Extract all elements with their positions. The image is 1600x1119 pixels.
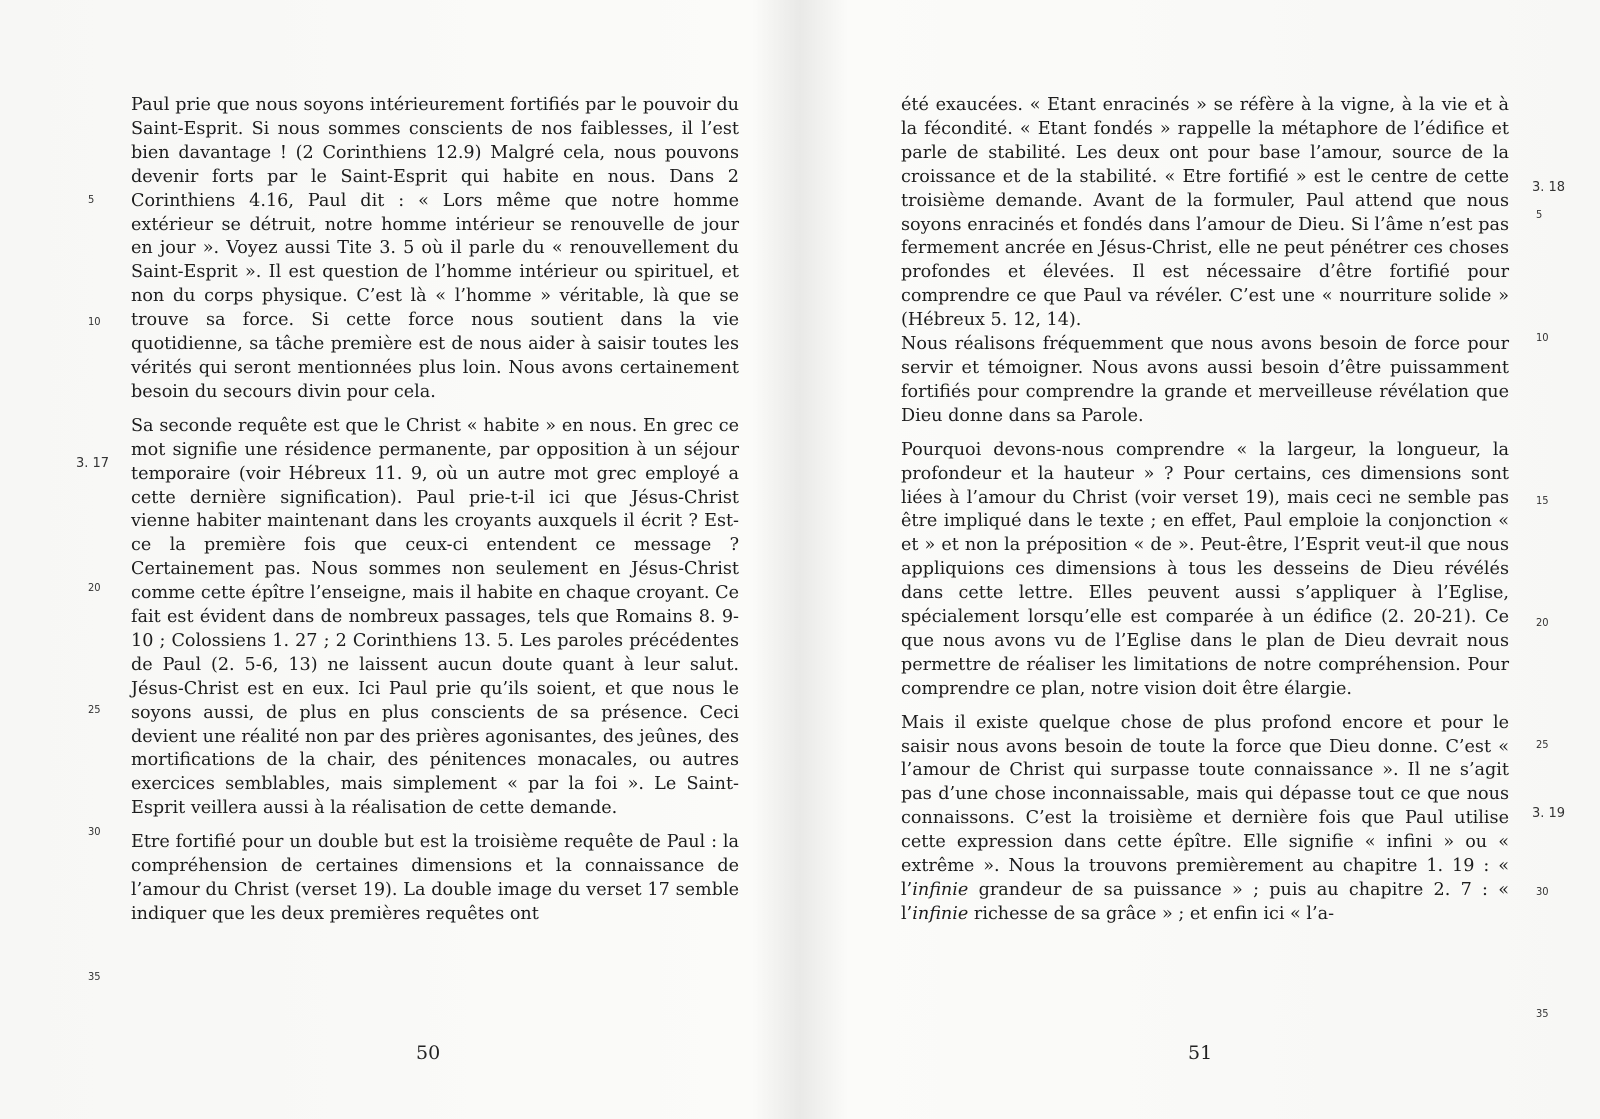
line-number: 25 (1536, 738, 1549, 751)
paragraph: Etre fortifié pour un double but est la troisième requête de Paul : la compréhension de certaines dimensions et la connaissance de l’amour du Christ (verset 19). La double image du verset 17 semble indiquer que les deux premières requêtes ont (131, 832, 739, 924)
page-number: 51 (1188, 1042, 1213, 1064)
paragraph: été exaucées. « Etant enracinés » se réfère à la vigne, à la vie et à la fécondité. « Etant fondés » rappelle la métaphore de l’édifice et parle de stabilité. Les deux ont pour base l’amour, source de la croissance et de la stabilité. « Etre fortifié » est le centre de cette troisième demande. Avant de la formuler, Paul attend que nous soyons enracinés et fondés dans l’amour de Dieu. Si l’âme n’est pas fermement ancrée en Jésus-Christ, elle ne peut pénétrer ces choses profondes et élevées. Il est nécessaire d’être fortifié pour comprendre ce que Paul va révéler. C’est une « nourriture solide » (Hébreux 5. 12, 14). (901, 95, 1509, 331)
text-run: grandeur de sa puissance » ; puis au chapitre 2. 7 : « l’ (901, 880, 1509, 924)
line-number: 35 (88, 970, 101, 983)
left-page-text (131, 94, 739, 927)
line-number: 30 (1536, 885, 1549, 898)
text-run: Mais il existe quelque chose de plus profond encore et pour le saisir nous avons besoin de toute la force que Dieu donne. C’est « l’amour de Christ qui surpasse toute connaissance ». Il ne s’agit pas d’une chose inconnaissable, mais qui dépasse tout ce que nous connaissons. C’est la troisième et dernière fois que Paul utilise cette expression dans cette épître. Elle signifie « infini » ou « extrême ». Nous la trouvons premièrement au chapitre 1. 19 : « l’ (901, 712, 1509, 900)
line-number: 20 (88, 581, 101, 594)
line-number: 10 (1536, 331, 1549, 344)
paragraph: Sa seconde requête est que le Christ « habite » en nous. En grec ce mot signifie une résidence permanente, par opposition à un séjour temporaire (voir Hébreux 11. 9, où un autre mot grec employé a cette dernière signification). Paul prie-t-il ici que Jésus-Christ vienne habiter maintenant dans les croyants auxquels il écrit ? Est-ce la première fois que ceux-ci entendent ce message ? Certainement pas. Nous sommes non seulement en Jésus-Christ comme cette épître l’enseigne, mais il habite en chaque croyant. Ce fait est évident dans de nombreux passages, tels que Romains 8. 9-10 ; Colossiens 1. 27 ; 2 Corinthiens 13. 5. Les paroles précédentes de Paul (2. 5-6, 13) ne laissent aucun doute quant à leur salut. Jésus-Christ est en eux. Ici Paul prie qu’ils soient, et que nous le soyons aussi, de plus en plus conscients de sa présence. Ceci devient une réalité non par des prières agonisantes, des jeûnes, des mortifications de la chair, des pénitences monacales, ou autres exercices semblables, mais simplement « par la foi ». Le Saint-Esprit veillera aussi à la réalisation de cette demande. (131, 415, 740, 819)
verse-reference: 3. 17 (76, 456, 110, 471)
text-run: richesse de sa grâce » ; et enfin ici « l’a- (968, 903, 1335, 924)
line-number: 30 (88, 825, 101, 838)
verse-reference: 3. 18 (1532, 180, 1566, 195)
line-number: 35 (1536, 1007, 1549, 1020)
line-number: 25 (88, 703, 101, 716)
line-number: 20 (1536, 616, 1549, 629)
paragraph: Nous réalisons fréquemment que nous avons besoin de force pour servir et témoigner. Nous avons aussi besoin d’être puissamment fortifiés pour comprendre la grande et merveilleuse révélation que Dieu donne dans sa Parole. (901, 334, 1509, 426)
paragraph: Paul prie que nous soyons intérieurement fortifiés par le pouvoir du Saint-Esprit. Si nous sommes conscients de nos faiblesses, il l’est bien davantage ! (2 Corinthiens 12.9) Malgré cela, nous pouvons devenir forts par le Saint-Esprit qui habite en nous. Dans 2 Corinthiens 4.16, Paul dit : « Lors même que notre homme extérieur se détruit, notre homme intérieur se renouvelle de jour en jour ». Voyez aussi Tite 3. 5 où il parle du « renouvellement du Saint-Esprit ». Il est question de l’homme intérieur ou spirituel, et non du corps physique. C’est là « l’homme » véritable, là que se trouve sa force. Si cette force nous soutient dans la vie quotidienne, sa tâche première est de nous aider à saisir toutes les vérités qui seront mentionnées plus loin. Nous avons certainement besoin du secours divin pour cela. (131, 95, 739, 402)
right-page (800, 0, 1600, 1119)
line-number: 5 (88, 193, 95, 206)
paragraph (901, 712, 1509, 927)
line-number: 10 (88, 315, 101, 328)
italic-run: infinie (912, 880, 969, 900)
line-number: 5 (1536, 208, 1543, 221)
italic-run: infinie (912, 903, 969, 924)
right-page-text (901, 94, 1509, 927)
verse-reference: 3. 19 (1532, 806, 1566, 821)
page-number: 50 (416, 1042, 441, 1064)
line-number: 15 (1536, 494, 1549, 507)
paragraph: Pourquoi devons-nous comprendre « la largeur, la longueur, la profondeur et la hauteur » ? Pour certains, ces dimensions sont liées à l’amour du Christ (voir verset 19), mais ceci ne semble pas être impliqué dans le texte ; en effet, Paul emploie la conjonction « et » et non la préposition « de ». Peut-être, l’Esprit veut-il que nous appliquions ces dimensions à tous les desseins de Dieu révélés dans cette lettre. Elles peuvent aussi s’appliquer à l’Eglise, spécialement lorsqu’elle est comparée à un édifice (2. 20-21). Ce que nous avons vu de l’Eglise dans le plan de Dieu devrait nous permettre de réaliser les limitations de notre compréhension. Pour comprendre ce plan, notre vision doit être élargie. (901, 439, 1509, 699)
